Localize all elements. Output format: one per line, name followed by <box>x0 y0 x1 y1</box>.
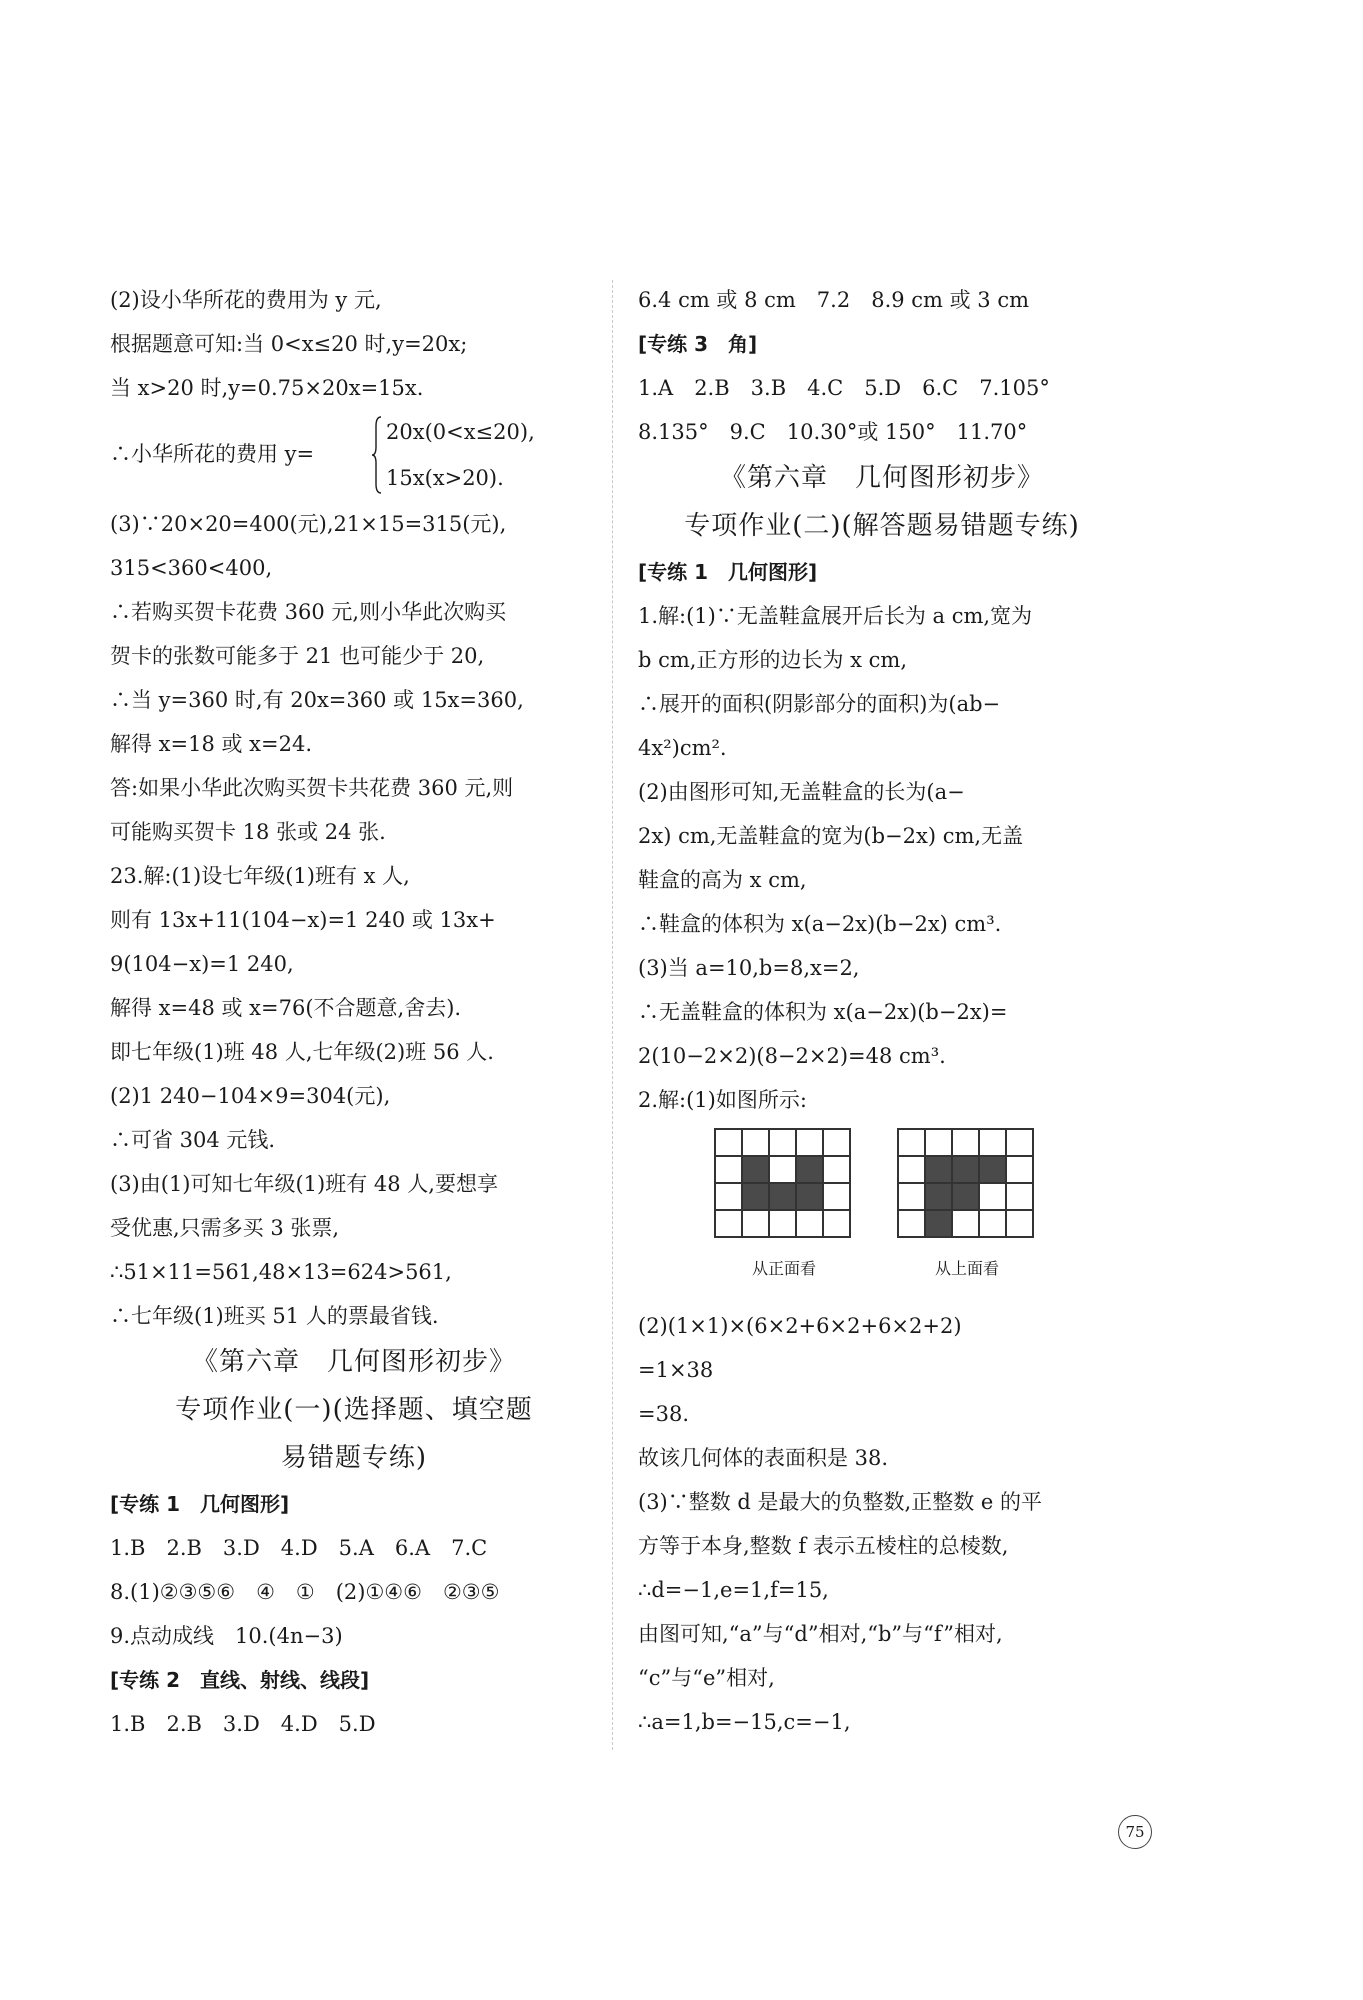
text-line: 2.解:(1)如图所示: <box>638 1088 807 1112</box>
text-line: ∴七年级(1)班买 51 人的票最省钱. <box>110 1304 439 1328</box>
text-line: 根据题意可知:当 0<x≤20 时,y=20x; <box>110 332 468 356</box>
grid-cell <box>926 1130 953 1157</box>
page-number: 75 <box>1118 1815 1152 1849</box>
piecewise-prefix: ∴小华所花的费用 y= <box>110 442 315 466</box>
text-line: 方等于本身,整数 f 表示五棱柱的总棱数, <box>638 1534 1009 1558</box>
text-line: 4x²)cm². <box>638 736 727 760</box>
text-line: 答:如果小华此次购买贺卡共花费 360 元,则 <box>110 776 514 800</box>
text-line: 故该几何体的表面积是 38. <box>638 1446 889 1470</box>
text-line: 1.解:(1)∵无盖鞋盒展开后长为 a cm,宽为 <box>638 604 1033 628</box>
piecewise-case-2: 15x(x>20). <box>386 466 504 490</box>
text-line: ∴展开的面积(阴影部分的面积)为(ab− <box>638 692 1001 716</box>
text-line: 23.解:(1)设七年级(1)班有 x 人, <box>110 864 410 888</box>
text-line: ∴若购买贺卡花费 360 元,则小华此次购买 <box>110 600 507 624</box>
text-line: 则有 13x+11(104−x)=1 240 或 13x+ <box>110 908 496 932</box>
grid-cell-shaded <box>797 1157 824 1184</box>
grid-cell <box>824 1184 851 1211</box>
practice-heading: [专练 1 几何图形] <box>110 1492 290 1516</box>
section-title: 专项作业(一)(选择题、填空题 <box>175 1395 533 1425</box>
left-column <box>110 278 598 1746</box>
text-line: 解得 x=48 或 x=76(不合题意,舍去). <box>110 996 462 1020</box>
text-line: (3)由(1)可知七年级(1)班有 48 人,要想享 <box>110 1172 498 1196</box>
text-line: ∴d=−1,e=1,f=15, <box>638 1578 829 1602</box>
grid-cell-shaded <box>953 1184 980 1211</box>
grid-cell <box>824 1157 851 1184</box>
grid-cell-shaded <box>743 1184 770 1211</box>
text-line: ∴51×11=561,48×13=624>561, <box>110 1260 452 1284</box>
text-line: 2x) cm,无盖鞋盒的宽为(b−2x) cm,无盖 <box>638 824 1024 848</box>
brace-icon <box>372 416 382 494</box>
grid-cell <box>899 1157 926 1184</box>
grid-cell <box>743 1211 770 1238</box>
front-view-caption: 从正面看 <box>751 1259 816 1278</box>
grid-cell <box>1007 1184 1034 1211</box>
answer-line: 9.点动成线 10.(4n−3) <box>110 1624 343 1648</box>
grid-cell <box>980 1211 1007 1238</box>
grid-cell-shaded <box>926 1211 953 1238</box>
answer-line: 8.135° 9.C 10.30°或 150° 11.70° <box>638 420 1028 444</box>
text-line: ∴当 y=360 时,有 20x=360 或 15x=360, <box>110 688 524 712</box>
grid-cell-shaded <box>980 1157 1007 1184</box>
piecewise-case-1: 20x(0<x≤20), <box>386 420 535 444</box>
grid-cell <box>716 1157 743 1184</box>
piecewise-function <box>110 410 598 502</box>
grid-cell-shaded <box>926 1157 953 1184</box>
view-figures <box>638 1122 1126 1304</box>
grid-cell <box>899 1211 926 1238</box>
text-line: 2(10−2×2)(8−2×2)=48 cm³. <box>638 1044 946 1068</box>
text-line: (2)1 240−104×9=304(元), <box>110 1084 391 1108</box>
text-line: 由图可知,“a”与“d”相对,“b”与“f”相对, <box>638 1622 1003 1646</box>
practice-heading: [专练 3 角] <box>638 332 758 356</box>
answer-line: 8.(1)②③⑤⑥ ④ ① (2)①④⑥ ②③⑤ <box>110 1580 500 1604</box>
grid-cell <box>1007 1211 1034 1238</box>
grid-cell <box>824 1130 851 1157</box>
section-title-continued: 易错题专练) <box>280 1443 428 1473</box>
grid-cell <box>1007 1130 1034 1157</box>
grid-cell <box>953 1130 980 1157</box>
grid-cell <box>797 1130 824 1157</box>
grid-cell <box>770 1157 797 1184</box>
answer-line: 1.B 2.B 3.D 4.D 5.A 6.A 7.C <box>110 1536 488 1560</box>
text-line: 鞋盒的高为 x cm, <box>638 868 807 892</box>
text-line: ∴a=1,b=−15,c=−1, <box>638 1710 851 1734</box>
text-line: 解得 x=18 或 x=24. <box>110 732 313 756</box>
text-line: ∴鞋盒的体积为 x(a−2x)(b−2x) cm³. <box>638 912 1002 936</box>
grid-cell <box>980 1184 1007 1211</box>
grid-cell <box>716 1130 743 1157</box>
text-line: (3)当 a=10,b=8,x=2, <box>638 956 860 980</box>
section-title: 专项作业(二)(解答题易错题专练) <box>684 511 1080 541</box>
grid-cell <box>1007 1157 1034 1184</box>
top-view-grid <box>897 1128 1034 1238</box>
chapter-title: 《第六章 几何图形初步》 <box>191 1347 516 1377</box>
text-line: =38. <box>638 1402 689 1426</box>
grid-cell-shaded <box>797 1184 824 1211</box>
text-line: 受优惠,只需多买 3 张票, <box>110 1216 340 1240</box>
text-line: (2)(1×1)×(6×2+6×2+6×2+2) <box>638 1314 962 1338</box>
text-line: 即七年级(1)班 48 人,七年级(2)班 56 人. <box>110 1040 494 1064</box>
practice-heading: [专练 1 几何图形] <box>638 560 818 584</box>
text-line: =1×38 <box>638 1358 714 1382</box>
answer-line: 6.4 cm 或 8 cm 7.2 8.9 cm 或 3 cm <box>638 288 1030 312</box>
text-line: 315<360<400, <box>110 556 273 580</box>
answer-line: 1.A 2.B 3.B 4.C 5.D 6.C 7.105° <box>638 376 1050 400</box>
grid-cell <box>716 1211 743 1238</box>
grid-cell <box>770 1211 797 1238</box>
grid-cell <box>899 1184 926 1211</box>
right-column <box>638 278 1126 1744</box>
text-line: ∴可省 304 元钱. <box>110 1128 276 1152</box>
text-line: ∴无盖鞋盒的体积为 x(a−2x)(b−2x)= <box>638 1000 1008 1024</box>
grid-cell <box>743 1130 770 1157</box>
grid-cell <box>770 1130 797 1157</box>
text-line: b cm,正方形的边长为 x cm, <box>638 648 908 672</box>
text-line: 贺卡的张数可能多于 21 也可能少于 20, <box>110 644 485 668</box>
top-view-caption: 从上面看 <box>934 1259 999 1278</box>
grid-cell <box>980 1130 1007 1157</box>
grid-cell-shaded <box>953 1157 980 1184</box>
grid-cell-shaded <box>770 1184 797 1211</box>
text-line: (3)∵20×20=400(元),21×15=315(元), <box>110 512 507 536</box>
text-line: (2)设小华所花的费用为 y 元, <box>110 288 382 312</box>
grid-cell <box>716 1184 743 1211</box>
text-line: “c”与“e”相对, <box>638 1666 775 1690</box>
grid-cell <box>953 1211 980 1238</box>
text-line: 9(104−x)=1 240, <box>110 952 294 976</box>
front-view-grid <box>714 1128 851 1238</box>
chapter-title: 《第六章 几何图形初步》 <box>719 463 1044 493</box>
text-line: (3)∵整数 d 是最大的负整数,正整数 e 的平 <box>638 1490 1042 1514</box>
grid-cell <box>899 1130 926 1157</box>
text-line: 可能购买贺卡 18 张或 24 张. <box>110 820 386 844</box>
text-line: (2)由图形可知,无盖鞋盒的长为(a− <box>638 780 965 804</box>
column-divider <box>612 280 613 1750</box>
grid-cell-shaded <box>743 1157 770 1184</box>
practice-heading: [专练 2 直线、射线、线段] <box>110 1668 370 1692</box>
text-line: 当 x>20 时,y=0.75×20x=15x. <box>110 376 424 400</box>
answer-line: 1.B 2.B 3.D 4.D 5.D <box>110 1712 376 1736</box>
grid-cell-shaded <box>926 1184 953 1211</box>
grid-cell <box>824 1211 851 1238</box>
grid-cell <box>797 1211 824 1238</box>
